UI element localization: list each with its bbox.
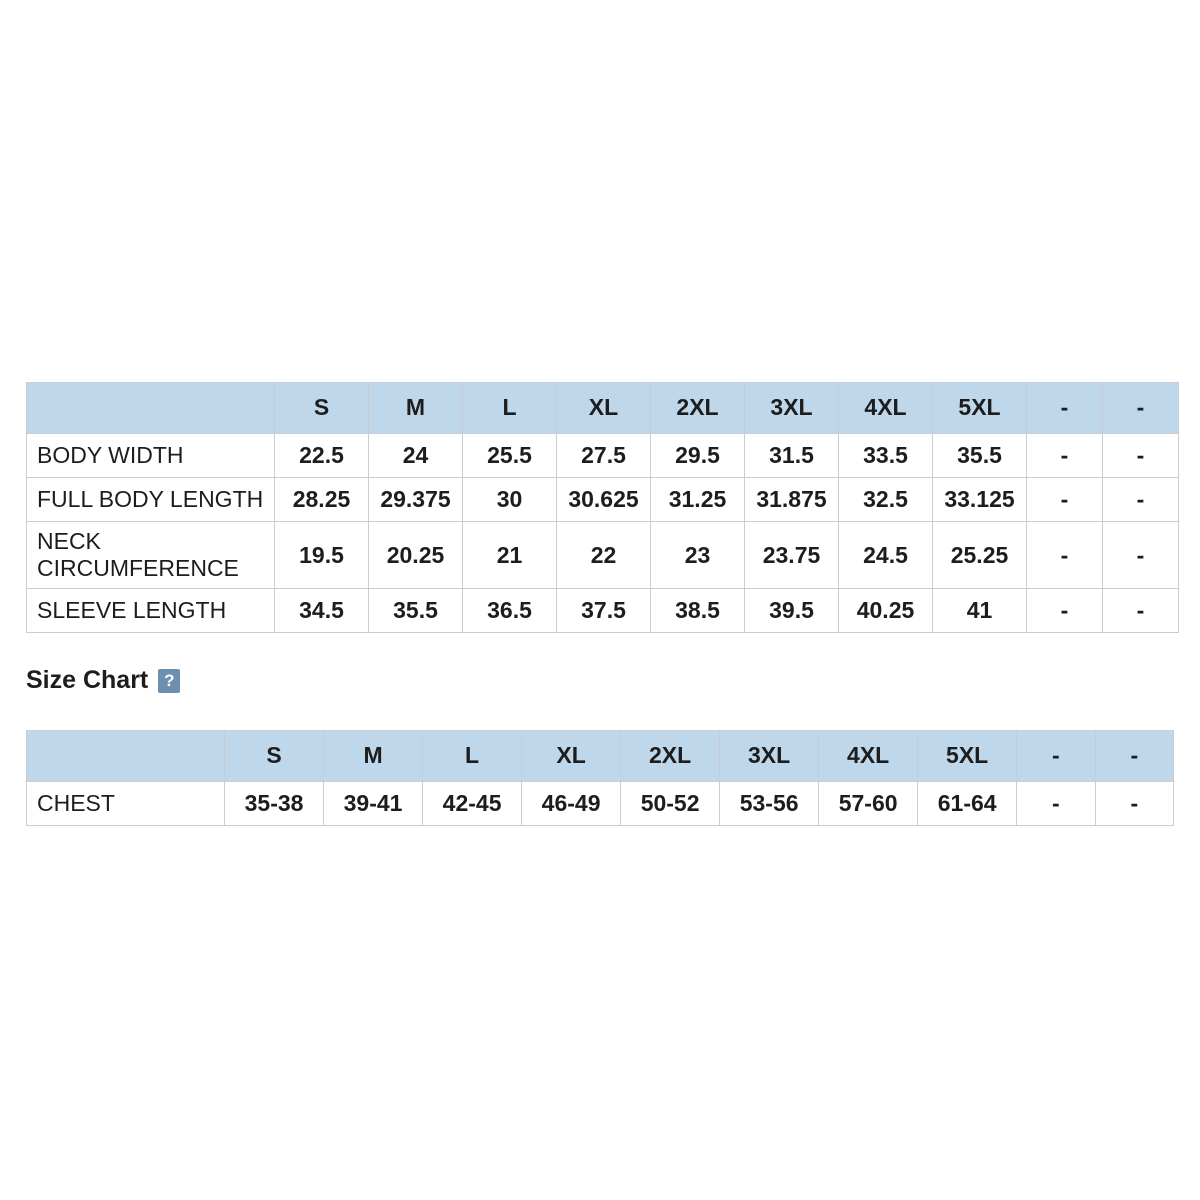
header-cell-xl: XL: [522, 731, 621, 782]
table-row: [27, 434, 1179, 478]
cell-value: 57-60: [819, 782, 918, 826]
cell-value: -: [1103, 478, 1179, 522]
cell-value: 29.375: [369, 478, 463, 522]
header-cell-l: L: [463, 383, 557, 434]
cell-value: -: [1027, 522, 1103, 589]
cell-value: 35-38: [225, 782, 324, 826]
cell-value: 33.5: [839, 434, 933, 478]
header-cell-m: M: [324, 731, 423, 782]
header-cell-s: S: [275, 383, 369, 434]
header-cell-3xl: 3XL: [745, 383, 839, 434]
cell-value: -: [1095, 782, 1173, 826]
header-cell-s: S: [225, 731, 324, 782]
header-cell-xl: XL: [557, 383, 651, 434]
header-cell-2xl: 2XL: [621, 731, 720, 782]
cell-value: -: [1103, 589, 1179, 633]
cell-value: 36.5: [463, 589, 557, 633]
cell-value: 20.25: [369, 522, 463, 589]
cell-value: 50-52: [621, 782, 720, 826]
measurements-table: [26, 382, 1179, 633]
cell-value: 24.5: [839, 522, 933, 589]
cell-value: 32.5: [839, 478, 933, 522]
cell-value: 61-64: [918, 782, 1017, 826]
chest-table-container: [26, 730, 1174, 826]
cell-value: 40.25: [839, 589, 933, 633]
cell-value: 29.5: [651, 434, 745, 478]
cell-value: 42-45: [423, 782, 522, 826]
cell-value: 27.5: [557, 434, 651, 478]
header-cell-m: M: [369, 383, 463, 434]
cell-value: 46-49: [522, 782, 621, 826]
row-label-full-body-length: FULL BODY LENGTH: [27, 478, 275, 522]
table-row: [27, 782, 1174, 826]
header-cell-2xl: 2XL: [651, 383, 745, 434]
cell-value: 23.75: [745, 522, 839, 589]
row-label-neck-circumference: NECK CIRCUMFERENCE: [27, 522, 275, 589]
cell-value: 37.5: [557, 589, 651, 633]
table-row: [27, 589, 1179, 633]
cell-value: 41: [933, 589, 1027, 633]
size-chart-heading: [26, 666, 180, 695]
header-cell-3xl: 3XL: [720, 731, 819, 782]
cell-value: -: [1027, 589, 1103, 633]
cell-value: 31.875: [745, 478, 839, 522]
measurements-table-container: [26, 382, 1174, 633]
cell-value: 30.625: [557, 478, 651, 522]
table-row: [27, 478, 1179, 522]
table-header-row: [27, 383, 1179, 434]
cell-value: 33.125: [933, 478, 1027, 522]
help-icon[interactable]: ?: [158, 669, 180, 693]
cell-value: -: [1027, 478, 1103, 522]
header-cell-4xl: 4XL: [839, 383, 933, 434]
cell-value: 19.5: [275, 522, 369, 589]
header-cell-l: L: [423, 731, 522, 782]
header-cell-5xl: 5XL: [933, 383, 1027, 434]
header-cell-blank-1: -: [1017, 731, 1095, 782]
cell-value: -: [1027, 434, 1103, 478]
cell-value: 53-56: [720, 782, 819, 826]
cell-value: 39.5: [745, 589, 839, 633]
cell-value: 25.25: [933, 522, 1027, 589]
row-label-chest: CHEST: [27, 782, 225, 826]
cell-value: 31.5: [745, 434, 839, 478]
row-label-sleeve-length: SLEEVE LENGTH: [27, 589, 275, 633]
page-title: Size Chart: [26, 666, 149, 694]
cell-value: 31.25: [651, 478, 745, 522]
header-cell-5xl: 5XL: [918, 731, 1017, 782]
cell-value: 24: [369, 434, 463, 478]
cell-value: 30: [463, 478, 557, 522]
cell-value: 21: [463, 522, 557, 589]
cell-value: 34.5: [275, 589, 369, 633]
table-header-row: [27, 731, 1174, 782]
cell-value: -: [1017, 782, 1095, 826]
header-cell-blank-1: -: [1027, 383, 1103, 434]
cell-value: 28.25: [275, 478, 369, 522]
cell-value: 22: [557, 522, 651, 589]
cell-value: 23: [651, 522, 745, 589]
header-cell-corner: [27, 731, 225, 782]
row-label-body-width: BODY WIDTH: [27, 434, 275, 478]
cell-value: 38.5: [651, 589, 745, 633]
header-cell-4xl: 4XL: [819, 731, 918, 782]
cell-value: -: [1103, 434, 1179, 478]
header-cell-blank-2: -: [1103, 383, 1179, 434]
cell-value: 25.5: [463, 434, 557, 478]
cell-value: -: [1103, 522, 1179, 589]
cell-value: 35.5: [933, 434, 1027, 478]
cell-value: 35.5: [369, 589, 463, 633]
chest-table: [26, 730, 1174, 826]
table-row: [27, 522, 1179, 589]
cell-value: 39-41: [324, 782, 423, 826]
header-cell-blank-2: -: [1095, 731, 1173, 782]
header-cell-corner: [27, 383, 275, 434]
cell-value: 22.5: [275, 434, 369, 478]
